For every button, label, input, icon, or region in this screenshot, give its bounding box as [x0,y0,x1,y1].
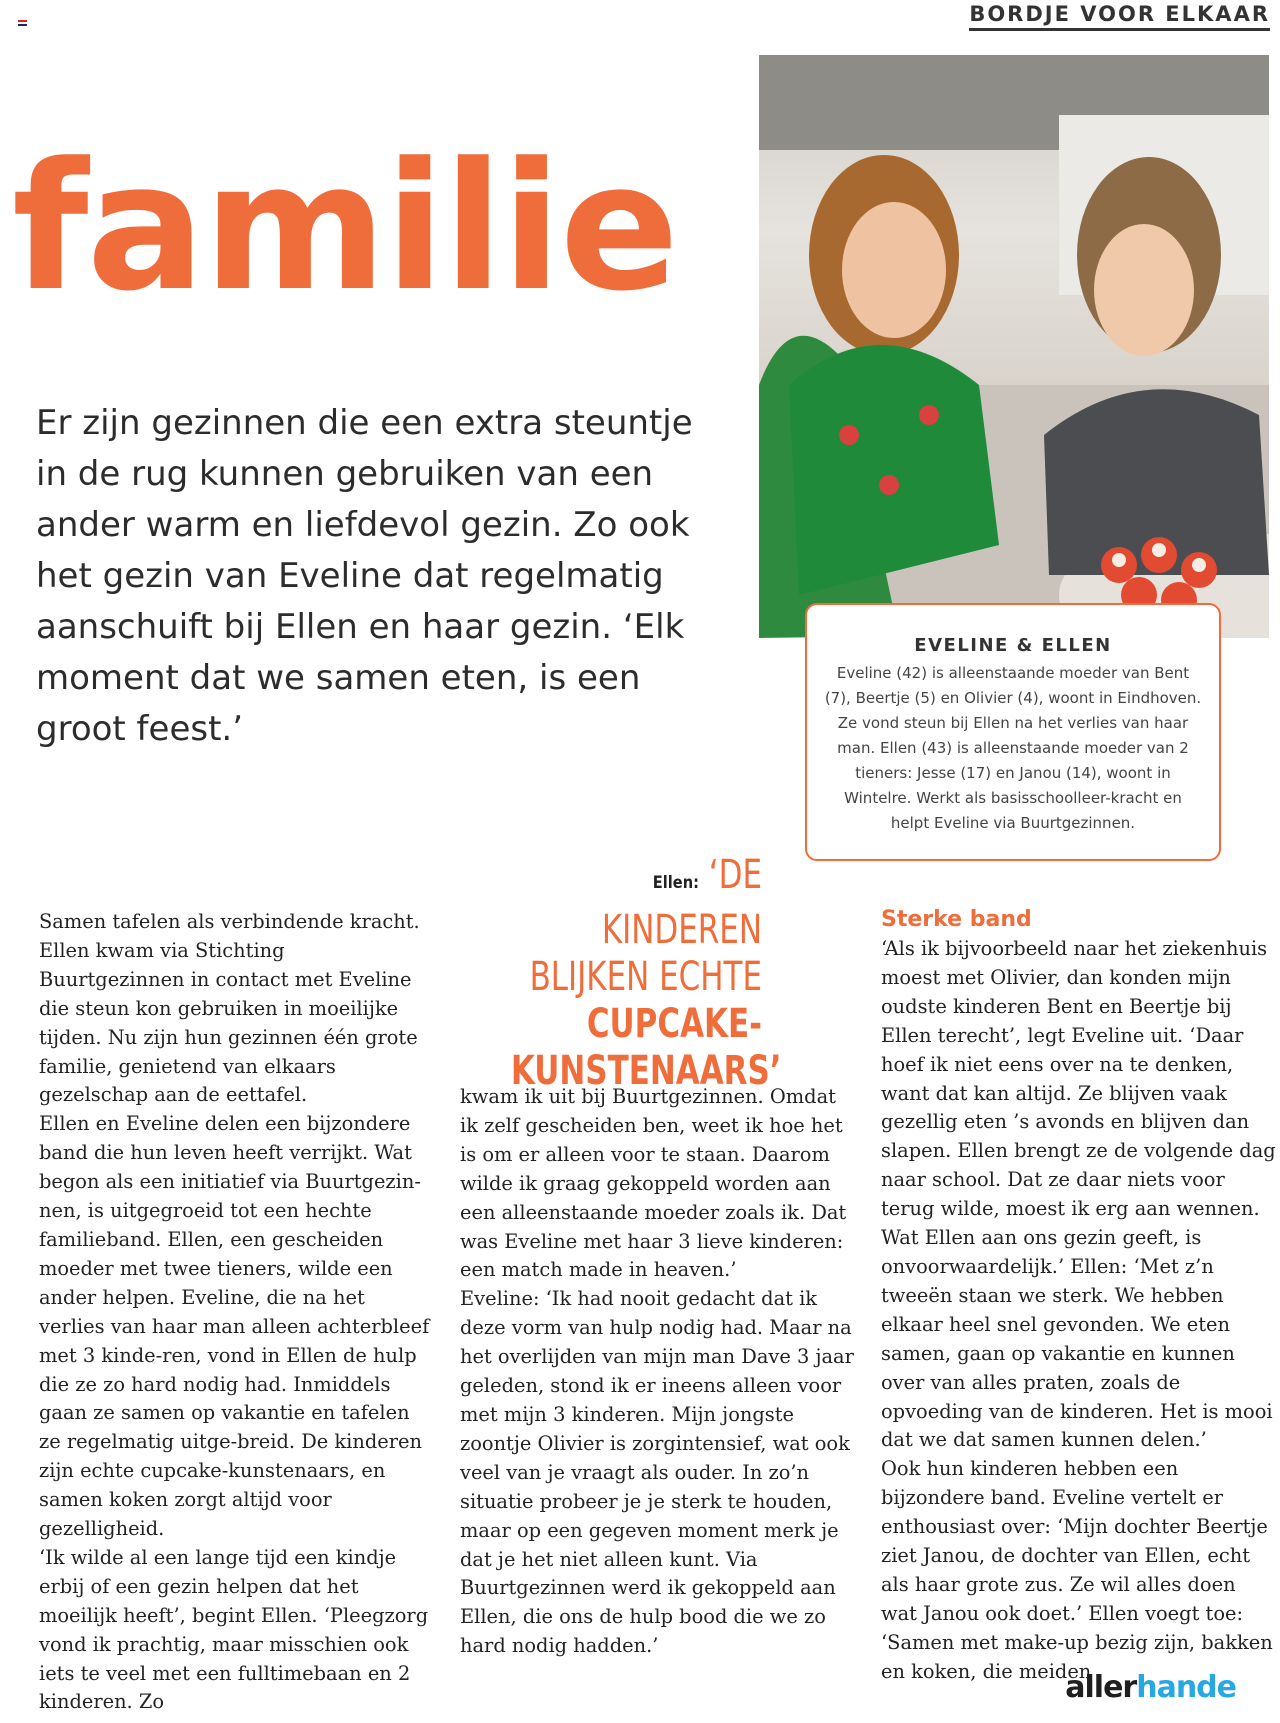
article-column-1 [39,908,434,1717]
flag-icon [18,20,27,26]
paragraph: Samen tafelen als verbindende kracht. Ellen kwam via Stichting Buurtgezinnen in contact met Eveline die steun kon gebruiken in moeilijke tijden. Nu zijn hun gezinnen één grote familie, genietend van elkaars gezelschap aan de eettafel. [39,910,420,1107]
profile-title: EVELINE & ELLEN [914,635,1112,656]
paragraph: Ellen en Eveline delen een bijzondere band die hun leven heeft verrijkt. Wat begon als een initiatief via Buurtgezin-nen, is uitgegroeid tot een hechte familieband. Ellen, een gescheiden moeder met twee tieners, wilde een ander helpen. Eveline, die na het verlies van haar man alleen achterbleef met 3 kinde-ren, vond in Ellen de hulp die ze zo hard nodig had. Inmiddels gaan ze samen op vakantie en tafelen ze regelmatig uitge-breid. De kinderen zijn echte cupcake-kunstenaars, en samen koken zorgt altijd voor gezelligheid. [39,1112,430,1541]
logo-part-2: hande [1136,1670,1236,1705]
photo-illustration [759,55,1269,638]
paragraph: Eveline: ‘Ik had nooit gedacht dat ik deze vorm van hulp nodig had. Maar na het overlijden van mijn man Dave 3 jaar geleden, stond ik er ineens alleen voor met mijn 3 kinderen. Mijn jongste zoontje Olivier is zorgintensief, wat ook veel van je vraagt als ouder. In zo’n situatie probeer je je sterk te houden, maar op een gegeven moment merk je dat je het niet alleen kunt. Via Buurtgezinnen werd ik gekoppeld aan Ellen, die ons de hulp bood die we zo hard nodig hadden.’ [460,1287,854,1658]
article-column-3 [881,905,1276,1687]
intro-text: Er zijn gezinnen die een extra steuntje in de rug kunnen gebruiken van een ander warm en liefdevol gezin. Zo ook het gezin van Eveline dat regelmatig aanschuift bij Ellen en haar gezin. ‘Elk moment dat we samen eten, is een groot feest.’ [36,403,693,749]
paragraph: ‘Ik wilde al een lange tijd een kindje erbij of een gezin helpen dat het moeilijk heeft’, begint Ellen. ‘Pleegzorg vond ik prachtig, maar misschien ook iets te veel met een fulltimebaan en 2 kinderen. Zo [39,1545,429,1714]
quote-line-bold: CUPCAKE-KUNSTENAARS’ [510,1001,782,1094]
profile-box [805,603,1221,861]
profile-text: Eveline (42) is alleenstaande moeder van Bent (7), Beertje (5) en Olivier (4), woont in Eindhoven. Ze vond steun bij Ellen na het verlies van haar man. Ellen (43) is alleenstaande moeder van 2 tieners: Jesse (17) en Janou (14), woont in Wintelre. Werkt als basisschoolleer-kracht en helpt Eveline via Buurtgezinnen. [824,664,1202,832]
subheading: Sterke band [881,907,1032,932]
pull-quote [510,852,782,1095]
quote-line-regular: ‘DE KINDEREN BLIJKEN ECHTE [529,852,762,1000]
paragraph: kwam ik uit bij Buurtgezinnen. Omdat ik zelf gescheiden ben, weet ik hoe het is om er alleen voor te staan. Daarom wilde ik graag gekoppeld worden aan een alleenstaande moeder zoals ik. Dat was Eveline met haar 3 lieve kinderen: een match made in heaven.’ [460,1085,847,1282]
logo-part-1: aller [1065,1670,1137,1705]
quote-speaker: Ellen: [652,873,699,893]
photo-eveline-ellen [759,55,1269,638]
allerhande-logo [1065,1670,1236,1705]
section-title: BORDJE VOOR ELKAAR [969,2,1270,31]
paragraph: Ook hun kinderen hebben een bijzondere band. Eveline vertelt er enthousiast over: ‘Mijn dochter Beertje ziet Janou, de dochter van Ellen, echt als haar grote zus. Ze wil alles doen wat Janou ook doet.’ Ellen voegt toe: ‘Samen met make-up bezig zijn, bakken en koken, die meiden [881,1457,1273,1683]
paragraph: ‘Als ik bijvoorbeeld naar het ziekenhuis moest met Olivier, dan konden mijn oudste kinderen Bent en Beertje bij Ellen terecht’, legt Eveline uit. ‘Daar hoef ik niet eens over na te denken, want dat kan altijd. Ze blijven vaak gezellig eten ’s avonds en blijven dan slapen. Ellen brengt ze de volgende dag naar school. Dat ze daar niets voor terug wilde, moest ik erg aan wennen. Wat Ellen aan ons gezin geeft, is onvoorwaardelijk.’ Ellen: ‘Met z’n tweeën staan we sterk. We hebben elkaar heel snel gevonden. We eten samen, gaan op vakantie en kunnen over van alles praten, zoals de opvoeding van de kinderen. Het is mooi dat we dat samen kunnen delen.’ [881,937,1276,1452]
headline: familie [12,125,678,330]
article-column-2 [460,1083,855,1661]
